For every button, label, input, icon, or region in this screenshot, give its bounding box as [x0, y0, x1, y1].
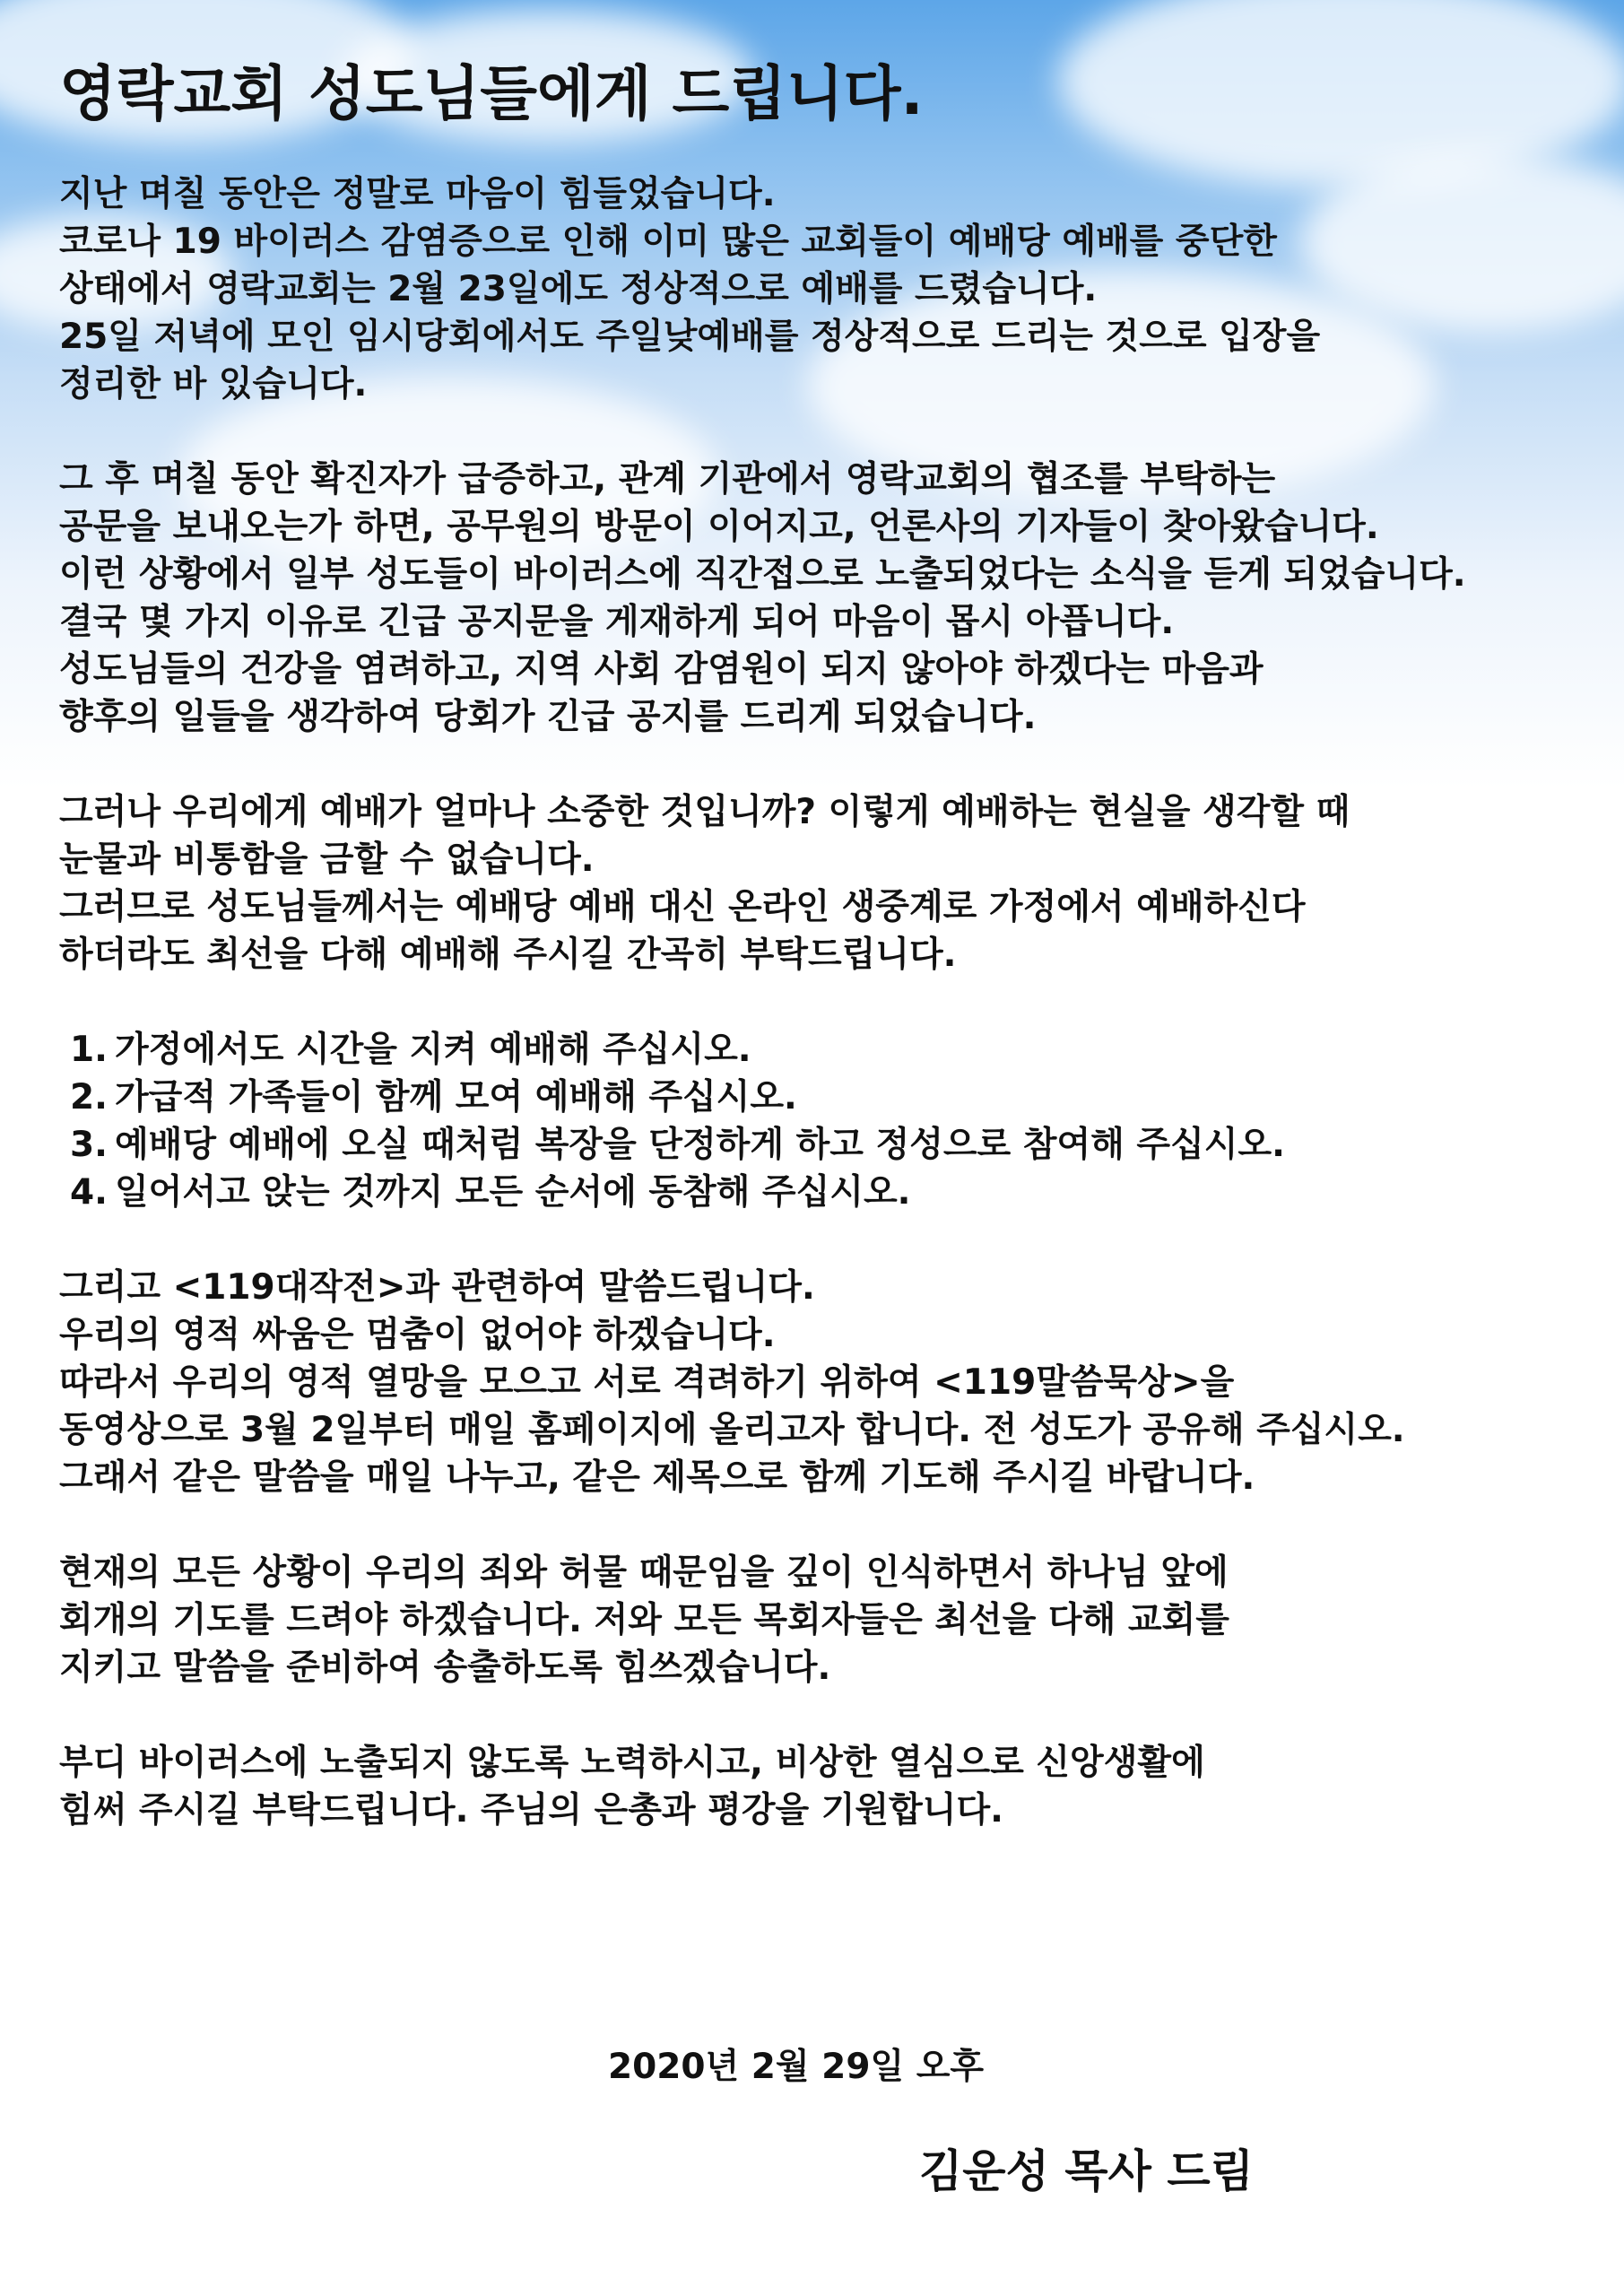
paragraph-line: 그러므로 성도님들께서는 예배당 예배 대신 온라인 생중계로 가정에서 예배하신다	[59, 887, 1306, 927]
signature: 김운성 목사 드림	[919, 2145, 1254, 2197]
paragraph-line: 힘써 주시길 부탁드립니다. 주님의 은총과 평강을 기원합니다.	[59, 1790, 1003, 1831]
paragraph-line: 우리의 영적 싸움은 멈춤이 없어야 하겠습니다.	[59, 1315, 776, 1355]
paragraph	[59, 788, 1584, 978]
list-number: 2.	[70, 1077, 108, 1118]
paragraph-line: 정리한 바 있습니다.	[59, 364, 368, 404]
paragraph-line: 동영상으로 3월 2일부터 매일 홈페이지에 올리고자 합니다. 전 성도가 공유해 주십시오.	[59, 1410, 1405, 1450]
paragraph-line: 하더라도 최선을 다해 예배해 주시길 간곡히 부탁드립니다.	[59, 935, 957, 975]
list-text: 일어서고 앉는 것까지 모든 순서에 동참해 주십시오.	[115, 1172, 911, 1213]
list-text: 가정에서도 시간을 지켜 예배해 주십시오.	[115, 1030, 751, 1070]
paragraph-line: 부디 바이러스에 노출되지 않도록 노력하시고, 비상한 열심으로 신앙생활에	[59, 1743, 1205, 1783]
letter-date: 2020년 2월 29일 오후	[608, 2047, 985, 2087]
paragraph-line: 지키고 말씀을 준비하여 송출하도록 힘쓰겠습니다.	[59, 1648, 831, 1688]
paragraph-line: 회개의 기도를 드려야 하겠습니다. 저와 모든 목회자들은 최선을 다해 교회를	[59, 1600, 1229, 1640]
paragraph-line: 코로나 19 바이러스 감염증으로 인해 이미 많은 교회들이 예배당 예배를 중단한	[59, 222, 1277, 262]
list-item	[59, 1169, 1584, 1216]
paragraph-line: 그리고 <119대작전>과 관련하여 말씀드립니다.	[59, 1267, 815, 1308]
paragraph-line: 현재의 모든 상황이 우리의 죄와 허물 때문임을 깊이 인식하면서 하나님 앞에	[59, 1552, 1229, 1593]
letter-body	[59, 170, 1584, 1882]
paragraph-line: 25일 저녁에 모인 임시당회에서도 주일낮예배를 정상적으로 드리는 것으로 입장을	[59, 317, 1321, 357]
paragraph-line: 상태에서 영락교회는 2월 23일에도 정상적으로 예배를 드렸습니다.	[59, 269, 1098, 309]
paragraph-line: 공문을 보내오는가 하면, 공무원의 방문이 이어지고, 언론사의 기자들이 찾아왔습니다.	[59, 507, 1379, 547]
paragraph-line: 눈물과 비통함을 금할 수 없습니다.	[59, 839, 595, 880]
paragraph-line: 지난 며칠 동안은 정말로 마음이 힘들었습니다.	[59, 174, 776, 214]
paragraph	[59, 1739, 1584, 1834]
paragraph-line: 향후의 일들을 생각하여 당회가 긴급 공지를 드리게 되었습니다.	[59, 697, 1037, 737]
list-number: 3.	[70, 1125, 108, 1165]
list-text: 가급적 가족들이 함께 모여 예배해 주십시오.	[115, 1077, 797, 1118]
list-number: 4.	[70, 1172, 108, 1213]
letter-title: 영락교회 성도님들에게 드립니다.	[59, 59, 924, 128]
paragraph-line: 결국 몇 가지 이유로 긴급 공지문을 게재하게 되어 마음이 몹시 아픕니다.	[59, 602, 1175, 642]
paragraph	[59, 1264, 1584, 1501]
paragraph	[59, 1549, 1584, 1692]
paragraph-line: 따라서 우리의 영적 열망을 모으고 서로 격려하기 위하여 <119말씀묵상>을	[59, 1362, 1235, 1403]
paragraph-line: 그 후 며칠 동안 확진자가 급증하고, 관계 기관에서 영락교회의 협조를 부탁하는	[59, 459, 1276, 500]
paragraph-line: 이런 상황에서 일부 성도들이 바이러스에 직간접으로 노출되었다는 소식을 듣게 되었습니다.	[59, 554, 1466, 595]
paragraph-line: 성도님들의 건강을 염려하고, 지역 사회 감염원이 되지 않아야 하겠다는 마음과	[59, 649, 1264, 690]
paragraph	[59, 456, 1584, 741]
list-text: 예배당 예배에 오실 때처럼 복장을 단정하게 하고 정성으로 참여해 주십시오.	[115, 1125, 1285, 1165]
list-item	[59, 1121, 1584, 1169]
paragraph-line: 그래서 같은 말씀을 매일 나누고, 같은 제목으로 함께 기도해 주시길 바랍니다.	[59, 1457, 1255, 1498]
list-item	[59, 1074, 1584, 1121]
list-item	[59, 1026, 1584, 1074]
list-number: 1.	[70, 1030, 108, 1070]
paragraph	[59, 170, 1584, 408]
paragraph-line: 그러나 우리에게 예배가 얼마나 소중한 것입니까? 이렇게 예배하는 현실을 생각할 때	[59, 792, 1350, 832]
request-list	[59, 1026, 1584, 1216]
